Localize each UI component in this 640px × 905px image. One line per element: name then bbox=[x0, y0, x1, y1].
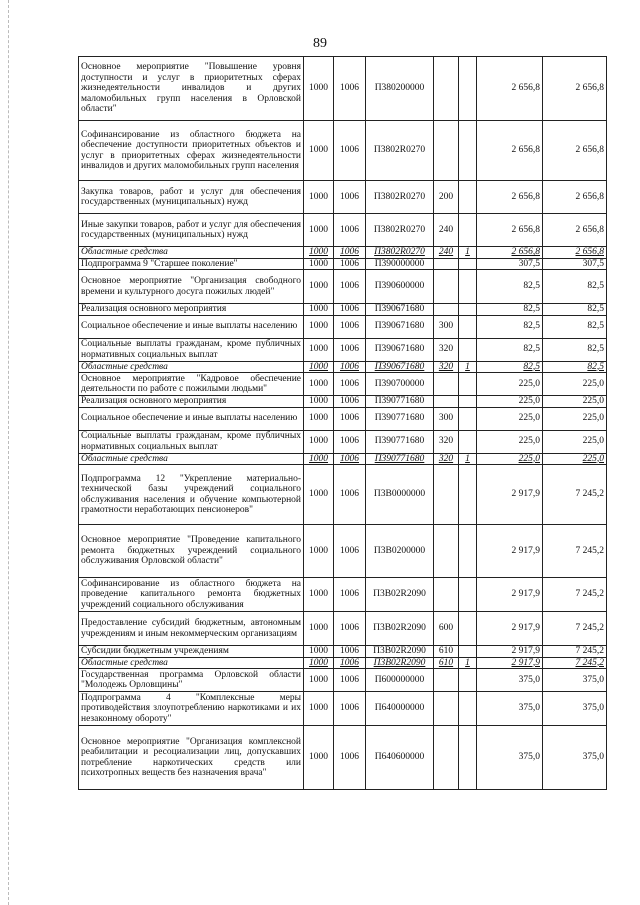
row-amount-first: 2 656,8 bbox=[477, 247, 543, 259]
row-amount-second: 307,5 bbox=[543, 258, 607, 270]
table-row bbox=[79, 726, 607, 790]
row-expense-type-code: 320 bbox=[434, 430, 459, 453]
row-funding-source-code: 1 bbox=[459, 657, 477, 669]
row-amount-first: 2 917,9 bbox=[477, 612, 543, 646]
row-section-code: 1000 bbox=[304, 121, 334, 181]
row-funding-source-code bbox=[459, 270, 477, 304]
row-funding-source-code bbox=[459, 578, 477, 612]
row-funding-source-code bbox=[459, 373, 477, 396]
row-name-cell: Областные средства bbox=[79, 657, 304, 669]
row-target-article-code: П3В0000000 bbox=[366, 465, 434, 525]
row-subsection-code: 1006 bbox=[334, 247, 366, 259]
row-section-code: 1000 bbox=[304, 430, 334, 453]
row-target-article-code: П3В02R2090 bbox=[366, 578, 434, 612]
row-target-article-code: П390700000 bbox=[366, 373, 434, 396]
row-name-cell: Реализация основного мероприятия bbox=[79, 304, 304, 316]
row-funding-source-code bbox=[459, 181, 477, 214]
row-funding-source-code: 1 bbox=[459, 453, 477, 465]
row-amount-second: 7 245,2 bbox=[543, 657, 607, 669]
row-subsection-code: 1006 bbox=[334, 453, 366, 465]
row-amount-first: 2 656,8 bbox=[477, 214, 543, 247]
row-funding-source-code bbox=[459, 304, 477, 316]
row-section-code: 1000 bbox=[304, 657, 334, 669]
table-row bbox=[79, 465, 607, 525]
row-section-code: 1000 bbox=[304, 692, 334, 726]
row-amount-second: 225,0 bbox=[543, 453, 607, 465]
row-subsection-code: 1006 bbox=[334, 525, 366, 578]
row-name-cell: Подпрограмма 12 "Укрепление материально-технической базы учреждений социального обслуживания населения и обучение компьютерной грамотности неработающих пенсионеров" bbox=[79, 465, 304, 525]
row-subsection-code: 1006 bbox=[334, 407, 366, 430]
row-subsection-code: 1006 bbox=[334, 304, 366, 316]
row-amount-second: 82,5 bbox=[543, 270, 607, 304]
row-name-cell: Социальное обеспечение и иные выплаты населению bbox=[79, 407, 304, 430]
row-amount-first: 2 917,9 bbox=[477, 525, 543, 578]
row-funding-source-code bbox=[459, 396, 477, 408]
row-amount-second: 375,0 bbox=[543, 692, 607, 726]
row-target-article-code: П390671680 bbox=[366, 315, 434, 338]
row-name-cell: Предоставление субсидий бюджетным, автономным учреждениям и иным некоммерческим организациям bbox=[79, 612, 304, 646]
row-expense-type-code bbox=[434, 258, 459, 270]
table-row bbox=[79, 361, 607, 373]
row-target-article-code: П390671680 bbox=[366, 338, 434, 361]
row-target-article-code: П390771680 bbox=[366, 407, 434, 430]
row-amount-first: 375,0 bbox=[477, 692, 543, 726]
row-name-cell: Подпрограмма 4 "Комплексные меры противодействия злоупотреблению наркотиками и их незаконному обороту" bbox=[79, 692, 304, 726]
row-subsection-code: 1006 bbox=[334, 726, 366, 790]
row-expense-type-code bbox=[434, 270, 459, 304]
row-section-code: 1000 bbox=[304, 304, 334, 316]
table-row bbox=[79, 430, 607, 453]
row-target-article-code: П3802R0270 bbox=[366, 121, 434, 181]
row-target-article-code: П3802R0270 bbox=[366, 214, 434, 247]
row-subsection-code: 1006 bbox=[334, 612, 366, 646]
row-amount-first: 82,5 bbox=[477, 304, 543, 316]
row-name-cell: Реализация основного мероприятия bbox=[79, 396, 304, 408]
row-section-code: 1000 bbox=[304, 57, 334, 121]
row-amount-first: 225,0 bbox=[477, 407, 543, 430]
row-section-code: 1000 bbox=[304, 214, 334, 247]
row-amount-first: 375,0 bbox=[477, 669, 543, 692]
row-amount-second: 375,0 bbox=[543, 669, 607, 692]
row-section-code: 1000 bbox=[304, 465, 334, 525]
row-subsection-code: 1006 bbox=[334, 646, 366, 658]
row-amount-first: 2 917,9 bbox=[477, 578, 543, 612]
table-row bbox=[79, 396, 607, 408]
row-name-cell: Основное мероприятие "Повышение уровня доступности и услуг в приоритетных сферах жизнедеятельности инвалидов и других маломобильных групп населения в Орловской области" bbox=[79, 57, 304, 121]
row-section-code: 1000 bbox=[304, 396, 334, 408]
row-funding-source-code bbox=[459, 525, 477, 578]
row-subsection-code: 1006 bbox=[334, 258, 366, 270]
row-section-code: 1000 bbox=[304, 258, 334, 270]
row-subsection-code: 1006 bbox=[334, 121, 366, 181]
row-amount-second: 82,5 bbox=[543, 304, 607, 316]
row-subsection-code: 1006 bbox=[334, 578, 366, 612]
table-row bbox=[79, 669, 607, 692]
table-row bbox=[79, 270, 607, 304]
row-section-code: 1000 bbox=[304, 338, 334, 361]
row-amount-first: 2 656,8 bbox=[477, 57, 543, 121]
row-expense-type-code: 200 bbox=[434, 181, 459, 214]
row-subsection-code: 1006 bbox=[334, 57, 366, 121]
row-expense-type-code bbox=[434, 669, 459, 692]
row-subsection-code: 1006 bbox=[334, 315, 366, 338]
row-subsection-code: 1006 bbox=[334, 692, 366, 726]
row-amount-second: 225,0 bbox=[543, 373, 607, 396]
row-expense-type-code bbox=[434, 726, 459, 790]
row-target-article-code: П3В0200000 bbox=[366, 525, 434, 578]
row-amount-first: 225,0 bbox=[477, 396, 543, 408]
row-name-cell: Подпрограмма 9 "Старшее поколение" bbox=[79, 258, 304, 270]
row-section-code: 1000 bbox=[304, 407, 334, 430]
row-funding-source-code bbox=[459, 726, 477, 790]
row-name-cell: Иные закупки товаров, работ и услуг для обеспечения государственных (муниципальных) нужд bbox=[79, 214, 304, 247]
row-section-code: 1000 bbox=[304, 247, 334, 259]
row-target-article-code: П390000000 bbox=[366, 258, 434, 270]
row-funding-source-code bbox=[459, 669, 477, 692]
row-subsection-code: 1006 bbox=[334, 214, 366, 247]
row-expense-type-code bbox=[434, 465, 459, 525]
table-row bbox=[79, 692, 607, 726]
row-funding-source-code: 1 bbox=[459, 361, 477, 373]
row-amount-second: 225,0 bbox=[543, 430, 607, 453]
row-amount-first: 2 917,9 bbox=[477, 646, 543, 658]
row-funding-source-code bbox=[459, 57, 477, 121]
row-section-code: 1000 bbox=[304, 646, 334, 658]
row-section-code: 1000 bbox=[304, 525, 334, 578]
row-amount-second: 82,5 bbox=[543, 338, 607, 361]
row-amount-first: 2 656,8 bbox=[477, 181, 543, 214]
table-row bbox=[79, 121, 607, 181]
row-section-code: 1000 bbox=[304, 726, 334, 790]
row-section-code: 1000 bbox=[304, 181, 334, 214]
row-name-cell: Социальные выплаты гражданам, кроме публичных нормативных социальных выплат bbox=[79, 338, 304, 361]
row-expense-type-code bbox=[434, 525, 459, 578]
row-amount-second: 7 245,2 bbox=[543, 525, 607, 578]
row-funding-source-code bbox=[459, 315, 477, 338]
row-name-cell: Основное мероприятие "Организация комплексной реабилитации и ресоциализации лиц, допускавших потребление наркотических средств или психотропных веществ без назначения врача" bbox=[79, 726, 304, 790]
row-target-article-code: П380200000 bbox=[366, 57, 434, 121]
row-funding-source-code: 1 bbox=[459, 247, 477, 259]
row-subsection-code: 1006 bbox=[334, 270, 366, 304]
row-expense-type-code: 300 bbox=[434, 407, 459, 430]
row-subsection-code: 1006 bbox=[334, 657, 366, 669]
row-amount-first: 225,0 bbox=[477, 453, 543, 465]
row-funding-source-code bbox=[459, 646, 477, 658]
row-target-article-code: П3В02R2090 bbox=[366, 612, 434, 646]
row-funding-source-code bbox=[459, 407, 477, 430]
row-expense-type-code: 600 bbox=[434, 612, 459, 646]
row-amount-second: 2 656,8 bbox=[543, 121, 607, 181]
row-amount-second: 375,0 bbox=[543, 726, 607, 790]
row-expense-type-code bbox=[434, 692, 459, 726]
row-expense-type-code: 610 bbox=[434, 657, 459, 669]
table-row bbox=[79, 315, 607, 338]
row-expense-type-code bbox=[434, 121, 459, 181]
row-name-cell: Областные средства bbox=[79, 361, 304, 373]
table-row bbox=[79, 373, 607, 396]
row-amount-first: 82,5 bbox=[477, 338, 543, 361]
row-section-code: 1000 bbox=[304, 612, 334, 646]
row-amount-second: 225,0 bbox=[543, 407, 607, 430]
row-target-article-code: П3В02R2090 bbox=[366, 646, 434, 658]
row-name-cell: Государственная программа Орловской области "Молодежь Орловщины" bbox=[79, 669, 304, 692]
row-expense-type-code bbox=[434, 578, 459, 612]
row-name-cell: Областные средства bbox=[79, 247, 304, 259]
row-amount-first: 225,0 bbox=[477, 373, 543, 396]
row-amount-first: 307,5 bbox=[477, 258, 543, 270]
row-target-article-code: П3802R0270 bbox=[366, 181, 434, 214]
row-target-article-code: П390771680 bbox=[366, 453, 434, 465]
row-funding-source-code bbox=[459, 430, 477, 453]
row-name-cell: Субсидии бюджетным учреждениям bbox=[79, 646, 304, 658]
row-expense-type-code bbox=[434, 57, 459, 121]
row-amount-first: 82,5 bbox=[477, 361, 543, 373]
table-row bbox=[79, 657, 607, 669]
row-name-cell: Основное мероприятие "Проведение капитального ремонта бюджетных учреждений социального обслуживания Орловской области" bbox=[79, 525, 304, 578]
row-expense-type-code: 320 bbox=[434, 453, 459, 465]
row-name-cell: Областные средства bbox=[79, 453, 304, 465]
row-subsection-code: 1006 bbox=[334, 430, 366, 453]
row-subsection-code: 1006 bbox=[334, 373, 366, 396]
row-section-code: 1000 bbox=[304, 373, 334, 396]
row-amount-second: 2 656,8 bbox=[543, 181, 607, 214]
row-name-cell: Основное мероприятие "Организация свободного времени и культурного досуга пожилых людей" bbox=[79, 270, 304, 304]
row-target-article-code: П600000000 bbox=[366, 669, 434, 692]
row-amount-second: 2 656,8 bbox=[543, 214, 607, 247]
table-row bbox=[79, 338, 607, 361]
row-expense-type-code bbox=[434, 373, 459, 396]
row-amount-second: 7 245,2 bbox=[543, 578, 607, 612]
binding-margin-line bbox=[8, 0, 9, 905]
row-funding-source-code bbox=[459, 338, 477, 361]
row-funding-source-code bbox=[459, 258, 477, 270]
row-amount-second: 7 245,2 bbox=[543, 465, 607, 525]
row-amount-second: 225,0 bbox=[543, 396, 607, 408]
row-target-article-code: П390671680 bbox=[366, 304, 434, 316]
row-amount-second: 82,5 bbox=[543, 361, 607, 373]
row-amount-first: 82,5 bbox=[477, 270, 543, 304]
row-funding-source-code bbox=[459, 612, 477, 646]
row-amount-first: 2 917,9 bbox=[477, 657, 543, 669]
table-row bbox=[79, 525, 607, 578]
row-funding-source-code bbox=[459, 692, 477, 726]
row-subsection-code: 1006 bbox=[334, 669, 366, 692]
row-name-cell: Закупка товаров, работ и услуг для обеспечения государственных (муниципальных) нужд bbox=[79, 181, 304, 214]
row-target-article-code: П640000000 bbox=[366, 692, 434, 726]
row-section-code: 1000 bbox=[304, 453, 334, 465]
row-amount-first: 375,0 bbox=[477, 726, 543, 790]
row-subsection-code: 1006 bbox=[334, 181, 366, 214]
row-subsection-code: 1006 bbox=[334, 361, 366, 373]
row-target-article-code: П3В02R2090 bbox=[366, 657, 434, 669]
table-row bbox=[79, 407, 607, 430]
budget-table bbox=[78, 56, 607, 790]
row-section-code: 1000 bbox=[304, 669, 334, 692]
row-section-code: 1000 bbox=[304, 315, 334, 338]
row-target-article-code: П390771680 bbox=[366, 430, 434, 453]
row-section-code: 1000 bbox=[304, 361, 334, 373]
row-name-cell: Софинансирование из областного бюджета на проведение капитального ремонта бюджетных учреждений социального обслуживания bbox=[79, 578, 304, 612]
row-amount-second: 7 245,2 bbox=[543, 612, 607, 646]
row-amount-second: 2 656,8 bbox=[543, 247, 607, 259]
row-section-code: 1000 bbox=[304, 578, 334, 612]
row-target-article-code: П390771680 bbox=[366, 396, 434, 408]
row-funding-source-code bbox=[459, 465, 477, 525]
table-row bbox=[79, 612, 607, 646]
row-section-code: 1000 bbox=[304, 270, 334, 304]
row-target-article-code: П390600000 bbox=[366, 270, 434, 304]
table-row bbox=[79, 247, 607, 259]
row-funding-source-code bbox=[459, 121, 477, 181]
row-target-article-code: П640600000 bbox=[366, 726, 434, 790]
row-expense-type-code: 610 bbox=[434, 646, 459, 658]
row-target-article-code: П3802R0270 bbox=[366, 247, 434, 259]
row-amount-first: 225,0 bbox=[477, 430, 543, 453]
page-number: 89 bbox=[313, 36, 327, 51]
table-row bbox=[79, 304, 607, 316]
row-name-cell: Социальное обеспечение и иные выплаты населению bbox=[79, 315, 304, 338]
row-expense-type-code: 240 bbox=[434, 214, 459, 247]
row-expense-type-code: 240 bbox=[434, 247, 459, 259]
row-subsection-code: 1006 bbox=[334, 396, 366, 408]
row-target-article-code: П390671680 bbox=[366, 361, 434, 373]
row-amount-second: 82,5 bbox=[543, 315, 607, 338]
row-amount-first: 82,5 bbox=[477, 315, 543, 338]
row-amount-first: 2 917,9 bbox=[477, 465, 543, 525]
row-expense-type-code bbox=[434, 396, 459, 408]
row-subsection-code: 1006 bbox=[334, 465, 366, 525]
row-amount-first: 2 656,8 bbox=[477, 121, 543, 181]
row-funding-source-code bbox=[459, 214, 477, 247]
table-row bbox=[79, 258, 607, 270]
table-row bbox=[79, 578, 607, 612]
table-row bbox=[79, 181, 607, 214]
row-amount-second: 7 245,2 bbox=[543, 646, 607, 658]
row-subsection-code: 1006 bbox=[334, 338, 366, 361]
table-row bbox=[79, 646, 607, 658]
row-expense-type-code: 300 bbox=[434, 315, 459, 338]
row-name-cell: Основное мероприятие "Кадровое обеспечение деятельности по работе с пожилыми людьми" bbox=[79, 373, 304, 396]
row-expense-type-code bbox=[434, 304, 459, 316]
row-expense-type-code: 320 bbox=[434, 361, 459, 373]
table-row bbox=[79, 214, 607, 247]
row-name-cell: Социальные выплаты гражданам, кроме публичных нормативных социальных выплат bbox=[79, 430, 304, 453]
table-row bbox=[79, 453, 607, 465]
row-name-cell: Софинансирование из областного бюджета на обеспечение доступности приоритетных объектов и услуг в приоритетных сферах жизнедеятельности инвалидов и других маломобильных групп населения bbox=[79, 121, 304, 181]
row-expense-type-code: 320 bbox=[434, 338, 459, 361]
row-amount-second: 2 656,8 bbox=[543, 57, 607, 121]
table-row bbox=[79, 57, 607, 121]
